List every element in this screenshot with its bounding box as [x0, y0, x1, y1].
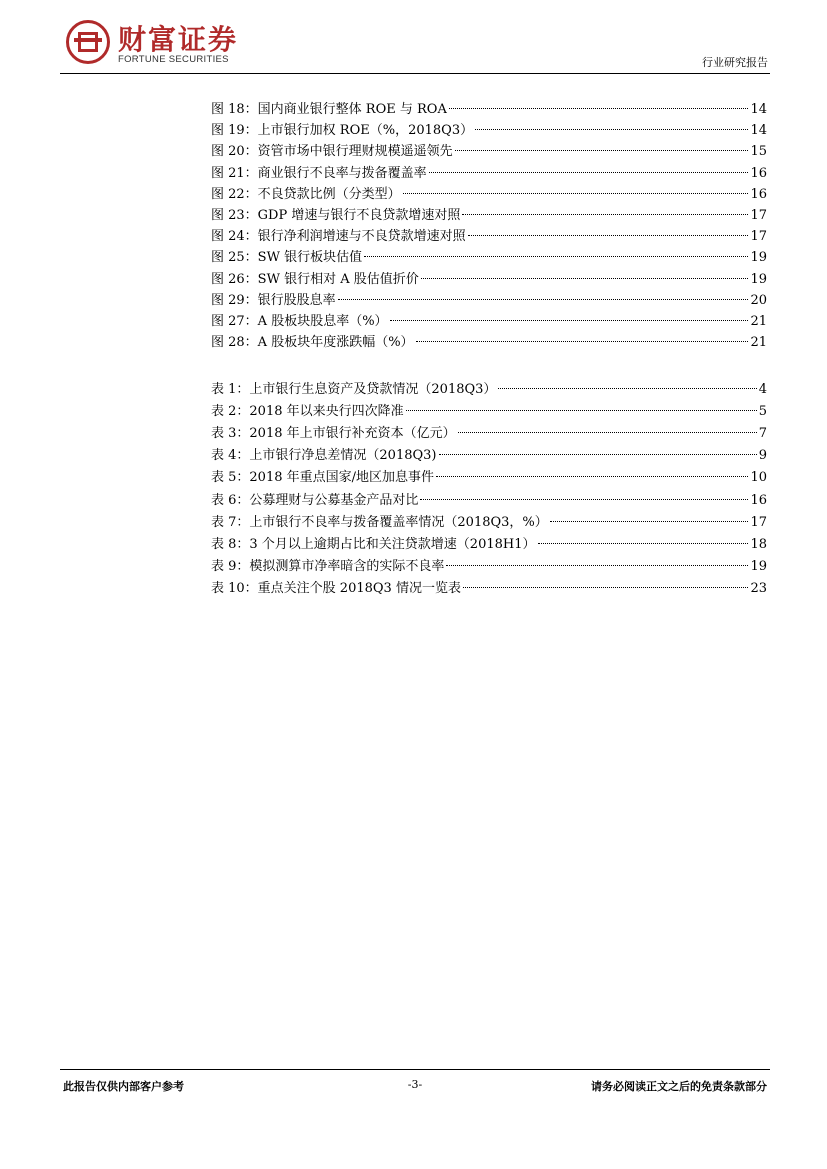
toc-entry[interactable] [211, 248, 767, 268]
footer-disclaimer-left: 此报告仅供内部客户参考 [63, 1080, 184, 1093]
toc-leader-dots [416, 341, 749, 342]
toc-entry-title: 表 7：上市银行不良率与拨备覆盖率情况（2018Q3，%） [211, 514, 548, 530]
toc-entry-page: 14 [750, 123, 767, 139]
toc-entry[interactable] [211, 185, 767, 205]
toc-entry-page: 20 [750, 292, 767, 308]
toc-leader-dots [364, 256, 748, 257]
toc-entry-title: 图 20：资管市场中银行理财规模遥遥领先 [211, 144, 453, 160]
toc-entry-title: 表 3：2018 年上市银行补充资本（亿元） [211, 426, 456, 442]
toc-entry-title: 表 10：重点关注个股 2018Q3 情况一览表 [211, 580, 461, 596]
page-number: -3- [407, 1078, 423, 1091]
toc-leader-dots [390, 320, 749, 321]
toc-entry-title: 图 19：上市银行加权 ROE（%，2018Q3） [211, 123, 474, 139]
logo-english-name: FORTUNE SECURITIES [118, 54, 229, 65]
toc-entry[interactable] [211, 557, 767, 577]
toc-leader-dots [406, 410, 757, 411]
toc-entry-page: 18 [750, 536, 767, 552]
toc-leader-dots [449, 108, 749, 109]
document-type-label: 行业研究报告 [702, 56, 768, 69]
toc-entry-page: 17 [750, 514, 767, 530]
page-header [60, 18, 770, 72]
toc-leader-dots [420, 499, 748, 500]
toc-entry-page: 10 [750, 470, 767, 486]
toc-entry[interactable] [211, 121, 767, 141]
toc-entry-page: 19 [750, 271, 767, 287]
toc-leader-dots [468, 235, 749, 236]
fortune-securities-logo-icon [66, 20, 110, 64]
toc-entry-title: 图 25：SW 银行板块估值 [211, 250, 363, 266]
toc-entry-title: 图 24：银行净利润增速与不良贷款增速对照 [211, 229, 466, 245]
toc-entry-title: 图 18：国内商业银行整体 ROE 与 ROA [211, 102, 447, 117]
toc-entry-page: 9 [758, 448, 767, 464]
toc-entry-page: 21 [750, 314, 767, 329]
toc-entry[interactable] [211, 312, 767, 332]
toc-entry[interactable] [211, 424, 767, 444]
toc-entry-title: 图 27：A 股板块股息率（%） [211, 314, 388, 329]
logo-chinese-name: 财富证券 [118, 23, 239, 56]
toc-entry[interactable] [211, 164, 767, 184]
toc-entry[interactable] [211, 333, 767, 353]
toc-leader-dots [498, 388, 756, 389]
toc-leader-dots [455, 150, 749, 151]
toc-entry[interactable] [211, 513, 767, 533]
toc-entry-page: 16 [750, 186, 767, 202]
toc-entry[interactable] [211, 142, 767, 162]
toc-entry-title: 图 23：GDP 增速与银行不良贷款增速对照 [211, 208, 461, 223]
toc-entry[interactable] [211, 402, 767, 422]
toc-leader-dots [436, 476, 748, 477]
toc-leader-dots [475, 129, 748, 130]
toc-leader-dots [550, 521, 749, 522]
toc-leader-dots [421, 278, 749, 279]
toc-leader-dots [458, 432, 757, 433]
toc-entry-title: 表 1：上市银行生息资产及贷款情况（2018Q3） [211, 382, 497, 397]
footer-disclaimer-right: 请务必阅读正文之后的免责条款部分 [591, 1080, 767, 1093]
toc-entry[interactable] [211, 227, 767, 247]
toc-entry-title: 表 2：2018 年以来央行四次降准 [211, 404, 404, 420]
toc-entry-title: 图 29：银行股股息率 [211, 292, 336, 308]
toc-leader-dots [538, 543, 749, 544]
toc-entry-title: 图 22：不良贷款比例（分类型） [211, 186, 401, 202]
toc-entry-title: 表 8：3 个月以上逾期占比和关注贷款增速（2018H1） [211, 536, 536, 552]
toc-entry-page: 19 [750, 558, 767, 574]
toc-entry-title: 图 28：A 股板块年度涨跌幅（%） [211, 335, 414, 351]
toc-entry[interactable] [211, 291, 767, 311]
toc-entry-page: 14 [750, 102, 767, 117]
toc-entry-title: 图 26：SW 银行相对 A 股估值折价 [211, 271, 419, 287]
toc-entry[interactable] [211, 380, 767, 400]
toc-entry-page: 16 [750, 165, 767, 181]
toc-entry[interactable] [211, 446, 767, 466]
toc-entry-page: 19 [750, 250, 767, 266]
toc-entry-title: 表 6：公募理财与公募基金产品对比 [211, 492, 419, 508]
toc-entry[interactable] [211, 579, 767, 599]
toc-entry-title: 表 5：2018 年重点国家/地区加息事件 [211, 470, 434, 486]
toc-entry-page: 23 [750, 580, 767, 596]
toc-entry-page: 15 [750, 144, 767, 160]
toc-entry[interactable] [211, 468, 767, 488]
header-divider [60, 73, 770, 74]
toc-leader-dots [338, 299, 749, 300]
toc-entry[interactable] [211, 491, 767, 511]
toc-entry-title: 表 4：上市银行净息差情况（2018Q3) [211, 448, 437, 464]
toc-entry-title: 表 9：模拟测算市净率暗含的实际不良率 [211, 558, 445, 574]
toc-entry-page: 21 [750, 335, 767, 351]
toc-entry-page: 17 [750, 229, 767, 245]
toc-leader-dots [439, 454, 757, 455]
toc-leader-dots [446, 565, 748, 566]
toc-entry[interactable] [211, 535, 767, 555]
toc-entry[interactable] [211, 100, 767, 120]
toc-entry-page: 5 [758, 404, 767, 420]
toc-leader-dots [429, 172, 749, 173]
toc-entry[interactable] [211, 206, 767, 226]
footer-divider [60, 1069, 770, 1070]
toc-entry-title: 图 21：商业银行不良率与拨备覆盖率 [211, 165, 427, 181]
toc-entry-page: 17 [750, 208, 767, 223]
toc-leader-dots [403, 193, 749, 194]
toc-leader-dots [462, 214, 748, 215]
toc-entry-page: 7 [758, 426, 767, 442]
toc-entry[interactable] [211, 270, 767, 290]
toc-entry-page: 16 [750, 492, 767, 508]
toc-entry-page: 4 [758, 382, 767, 397]
toc-leader-dots [463, 587, 749, 588]
